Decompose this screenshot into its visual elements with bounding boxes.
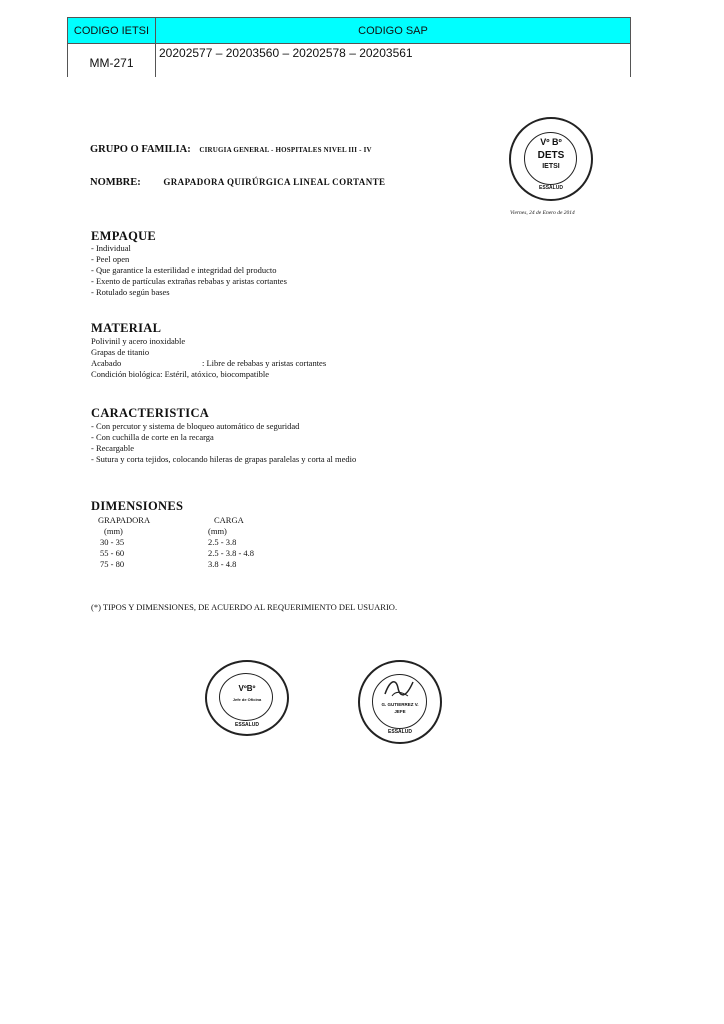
header-table [67, 17, 631, 77]
acabado-value: : Libre de rebabas y aristas cortantes [202, 358, 327, 368]
list-item: - Sutura y corta tejidos, colocando hileras de grapas paralelas y corta al medio [91, 454, 357, 464]
list-item: - Rotulado según bases [91, 287, 170, 297]
material-list [91, 336, 326, 380]
dimensiones-grapadora-column [98, 515, 150, 570]
condicion-line: Condición biológica: Estéril, atóxico, biocompatible [91, 369, 269, 379]
acabado-line [91, 358, 326, 369]
list-item: Grapas de titanio [91, 347, 150, 357]
list-item: - Que garantice la esterilidad e integridad del producto [91, 265, 277, 275]
grapadora-unit: (mm) [104, 526, 123, 536]
list-item: - Con cuchilla de corte en la recarga [91, 432, 214, 442]
empaque-title: EMPAQUE [91, 229, 157, 243]
empaque-list [91, 243, 287, 298]
nombre-label: NOMBRE: [90, 177, 141, 188]
carga-value: 2.5 - 3.8 - 4.8 [208, 548, 255, 558]
carga-header: CARGA [214, 515, 244, 525]
recursos-medicos-stamp: VºBº Jefe de Oficina ESSALUD [205, 660, 289, 736]
carga-value: 2.5 - 3.8 [208, 537, 237, 547]
dets-ietsi-stamp: Vº Bº DETS IETSI ESSALUD [509, 117, 593, 201]
header-col1-label: CODIGO IETSI [67, 17, 156, 44]
list-item: - Exento de partículas extrañas rebabas y aristas cortantes [91, 276, 287, 286]
carga-value: 3.8 - 4.8 [208, 559, 237, 569]
grapadora-value: 75 - 80 [100, 559, 125, 569]
document-date: Viernes, 24 de Enero de 2014 [510, 210, 575, 216]
material-title: MATERIAL [91, 321, 162, 335]
nombre-value: GRAPADORA QUIRÚRGICA LINEAL CORTANTE [163, 177, 386, 187]
grupo-value: CIRUGIA GENERAL - HOSPITALES NIVEL III - IV [199, 146, 372, 154]
list-item: Polivinil y acero inoxidable [91, 336, 186, 346]
caracteristica-list [91, 421, 356, 465]
nombre-line [90, 177, 385, 188]
footnote: (*) TIPOS Y DIMENSIONES, DE ACUERDO AL REQUERIMIENTO DEL USUARIO. [91, 602, 398, 612]
grupo-label: GRUPO O FAMILIA: [90, 144, 191, 155]
dimensiones-title: DIMENSIONES [91, 499, 184, 513]
acabado-label: Acabado [91, 358, 122, 368]
dimensiones-carga-column [208, 515, 254, 570]
grapadora-value: 30 - 35 [100, 537, 125, 547]
caracteristica-title: CARACTERISTICA [91, 406, 210, 420]
signature-icon [382, 676, 416, 700]
list-item: - Recargable [91, 443, 135, 453]
equipos-medicos-stamp: G. GUTIERREZ V. JEFE ESSALUD [358, 660, 442, 744]
list-item: - Con percutor y sistema de bloqueo automático de seguridad [91, 421, 300, 431]
grapadora-header: GRAPADORA [98, 515, 151, 525]
grupo-line [90, 144, 372, 155]
list-item: - Individual [91, 243, 131, 253]
header-col2-label: CODIGO SAP [156, 17, 631, 44]
codigo-sap-value: 20202577 – 20203560 – 20202578 – 20203561 [156, 44, 631, 77]
codigo-ietsi-value: MM-271 [67, 44, 156, 77]
list-item: - Peel open [91, 254, 130, 264]
carga-unit: (mm) [208, 526, 227, 536]
grapadora-value: 55 - 60 [100, 548, 125, 558]
